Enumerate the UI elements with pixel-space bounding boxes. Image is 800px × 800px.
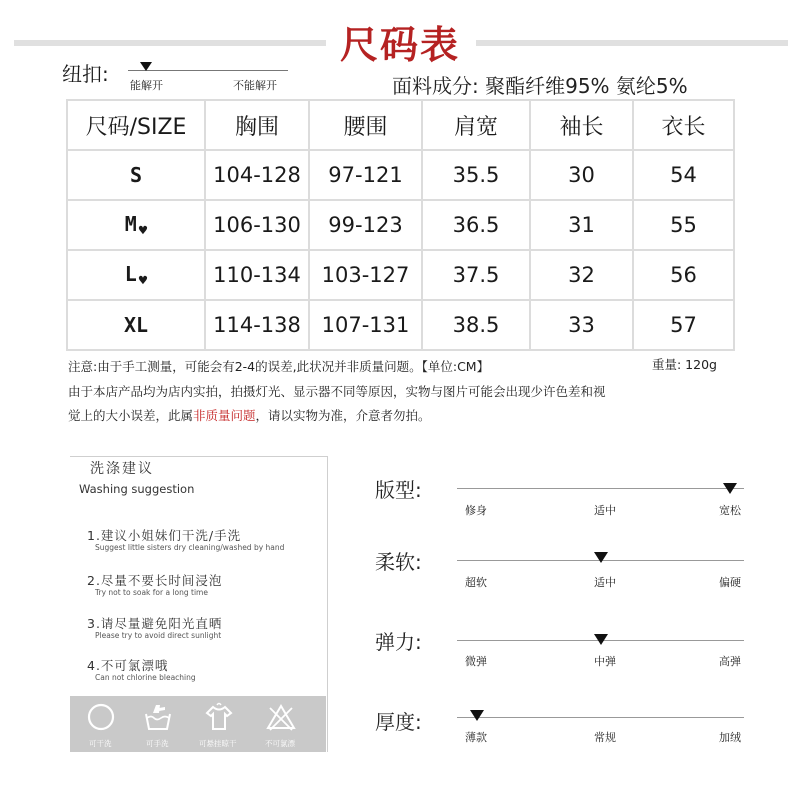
attr-option: 宽松 [719, 504, 741, 517]
waist-cell: 99-123 [309, 200, 422, 250]
attr-marker-fit-icon [723, 483, 737, 494]
length-cell: 57 [633, 300, 734, 350]
shoulder-cell: 36.5 [422, 200, 530, 250]
header-shoulder: 肩宽 [422, 100, 530, 150]
sleeve-cell: 32 [530, 250, 633, 300]
attr-label-fit: 版型: [375, 478, 422, 502]
not-quality-issue-highlight: 非质量问题 [193, 408, 256, 423]
attr-label-thickness: 厚度: [375, 710, 422, 734]
attr-label-softness: 柔软: [375, 550, 422, 574]
table-row [67, 300, 734, 350]
table-row [67, 150, 734, 200]
washing-item-en: Please try to avoid direct sunlight [95, 631, 222, 640]
length-cell: 55 [633, 200, 734, 250]
washing-title-cn: 洗涤建议 [90, 461, 154, 477]
measurement-note: 注意:由于手工测量，可能会有2-4的误差,此状况并非质量问题。【单位:CM】 [68, 359, 490, 374]
button-scale-line [128, 70, 288, 71]
table-row [67, 250, 734, 300]
no-bleach-icon [266, 702, 296, 732]
shoulder-cell: 35.5 [422, 150, 530, 200]
sleeve-cell: 33 [530, 300, 633, 350]
size-table [66, 99, 735, 351]
chest-cell: 114-138 [205, 300, 309, 350]
attr-option: 适中 [594, 504, 616, 517]
button-label: 纽扣: [62, 62, 109, 86]
attr-line-fit [457, 488, 744, 489]
care-icon-label: 不可氯漂 [265, 739, 295, 748]
attr-option: 薄款 [465, 731, 487, 744]
attr-option: 高弹 [719, 655, 741, 668]
attr-option: 适中 [594, 576, 616, 589]
attr-marker-thickness-icon [470, 710, 484, 721]
heart-icon: ♥ [138, 222, 148, 239]
size-value: XL [123, 313, 149, 337]
washing-item-en: Try not to soak for a long time [95, 588, 208, 597]
length-cell: 54 [633, 150, 734, 200]
disclaimer-line-1: 由于本店产品均为店内实拍，拍摄灯光、显示器不同等原因，实物与图片可能会出现少许色差和视 [68, 384, 606, 399]
shoulder-cell: 38.5 [422, 300, 530, 350]
chest-cell: 106-130 [205, 200, 309, 250]
waist-cell: 107-131 [309, 300, 422, 350]
waist-cell: 97-121 [309, 150, 422, 200]
button-option-not-unbuttonable: 不能解开 [233, 79, 277, 92]
attr-option: 偏硬 [719, 576, 741, 589]
header-size: 尺码/SIZE [67, 100, 205, 150]
attr-line-thickness [457, 717, 744, 718]
size-value: L [124, 261, 137, 286]
fabric-composition: 面料成分: 聚酯纤维95% 氨纶5% [392, 74, 688, 98]
sleeve-cell: 31 [530, 200, 633, 250]
waist-cell: 103-127 [309, 250, 422, 300]
header-divider-left [14, 40, 326, 46]
care-icon-label: 可手洗 [146, 739, 169, 748]
size-cell [67, 300, 205, 350]
attr-marker-softness-icon [594, 552, 608, 563]
washing-item-cn: 1.建议小姐妹们干洗/手洗 [87, 528, 242, 543]
button-option-unbuttonable: 能解开 [130, 79, 163, 92]
dry-clean-icon [86, 702, 116, 732]
disclaimer-text: ，请以实物为准，介意者勿拍。 [255, 408, 431, 423]
disclaimer-line-2 [68, 406, 431, 424]
attr-option: 修身 [465, 504, 487, 517]
header-length: 衣长 [633, 100, 734, 150]
shoulder-cell: 37.5 [422, 250, 530, 300]
washing-title-en: Washing suggestion [79, 482, 195, 496]
washing-item-cn: 4.不可氯漂哦 [87, 658, 169, 673]
header-divider-right [476, 40, 788, 46]
size-cell [67, 150, 205, 200]
washing-item-en: Can not chlorine bleaching [95, 673, 196, 682]
header-chest: 胸围 [205, 100, 309, 150]
header-waist: 腰围 [309, 100, 422, 150]
size-value: M [124, 211, 137, 236]
hang-dry-icon [204, 702, 234, 732]
weight-label: 重量: 120g [652, 357, 717, 372]
header-sleeve: 袖长 [530, 100, 633, 150]
care-icon-label: 可悬挂晾干 [199, 739, 237, 748]
washing-item-cn: 3.请尽量避免阳光直晒 [87, 616, 223, 631]
chest-cell: 110-134 [205, 250, 309, 300]
size-cell [67, 250, 205, 300]
hand-wash-icon [143, 702, 173, 732]
attr-option: 中弹 [594, 655, 616, 668]
attr-option: 常规 [594, 731, 616, 744]
care-icon-label: 可干洗 [89, 739, 112, 748]
page-title: 尺码表 [339, 23, 460, 67]
length-cell: 56 [633, 250, 734, 300]
size-cell [67, 200, 205, 250]
disclaimer-text: 觉上的大小误差，此属 [68, 408, 194, 423]
attr-option: 加绒 [719, 731, 741, 744]
washing-item-en: Suggest little sisters dry cleaning/washed by hand [95, 543, 285, 552]
button-selected-marker-icon [140, 62, 152, 71]
attr-marker-elasticity-icon [594, 634, 608, 645]
table-row [67, 200, 734, 250]
sleeve-cell: 30 [530, 150, 633, 200]
attr-option: 超软 [465, 576, 487, 589]
table-header-row [67, 100, 734, 150]
chest-cell: 104-128 [205, 150, 309, 200]
heart-icon: ♥ [138, 272, 148, 289]
attr-option: 微弹 [465, 655, 487, 668]
washing-item-cn: 2.尽量不要长时间浸泡 [87, 573, 223, 588]
attr-label-elasticity: 弹力: [375, 630, 422, 654]
size-value: S [129, 163, 143, 187]
